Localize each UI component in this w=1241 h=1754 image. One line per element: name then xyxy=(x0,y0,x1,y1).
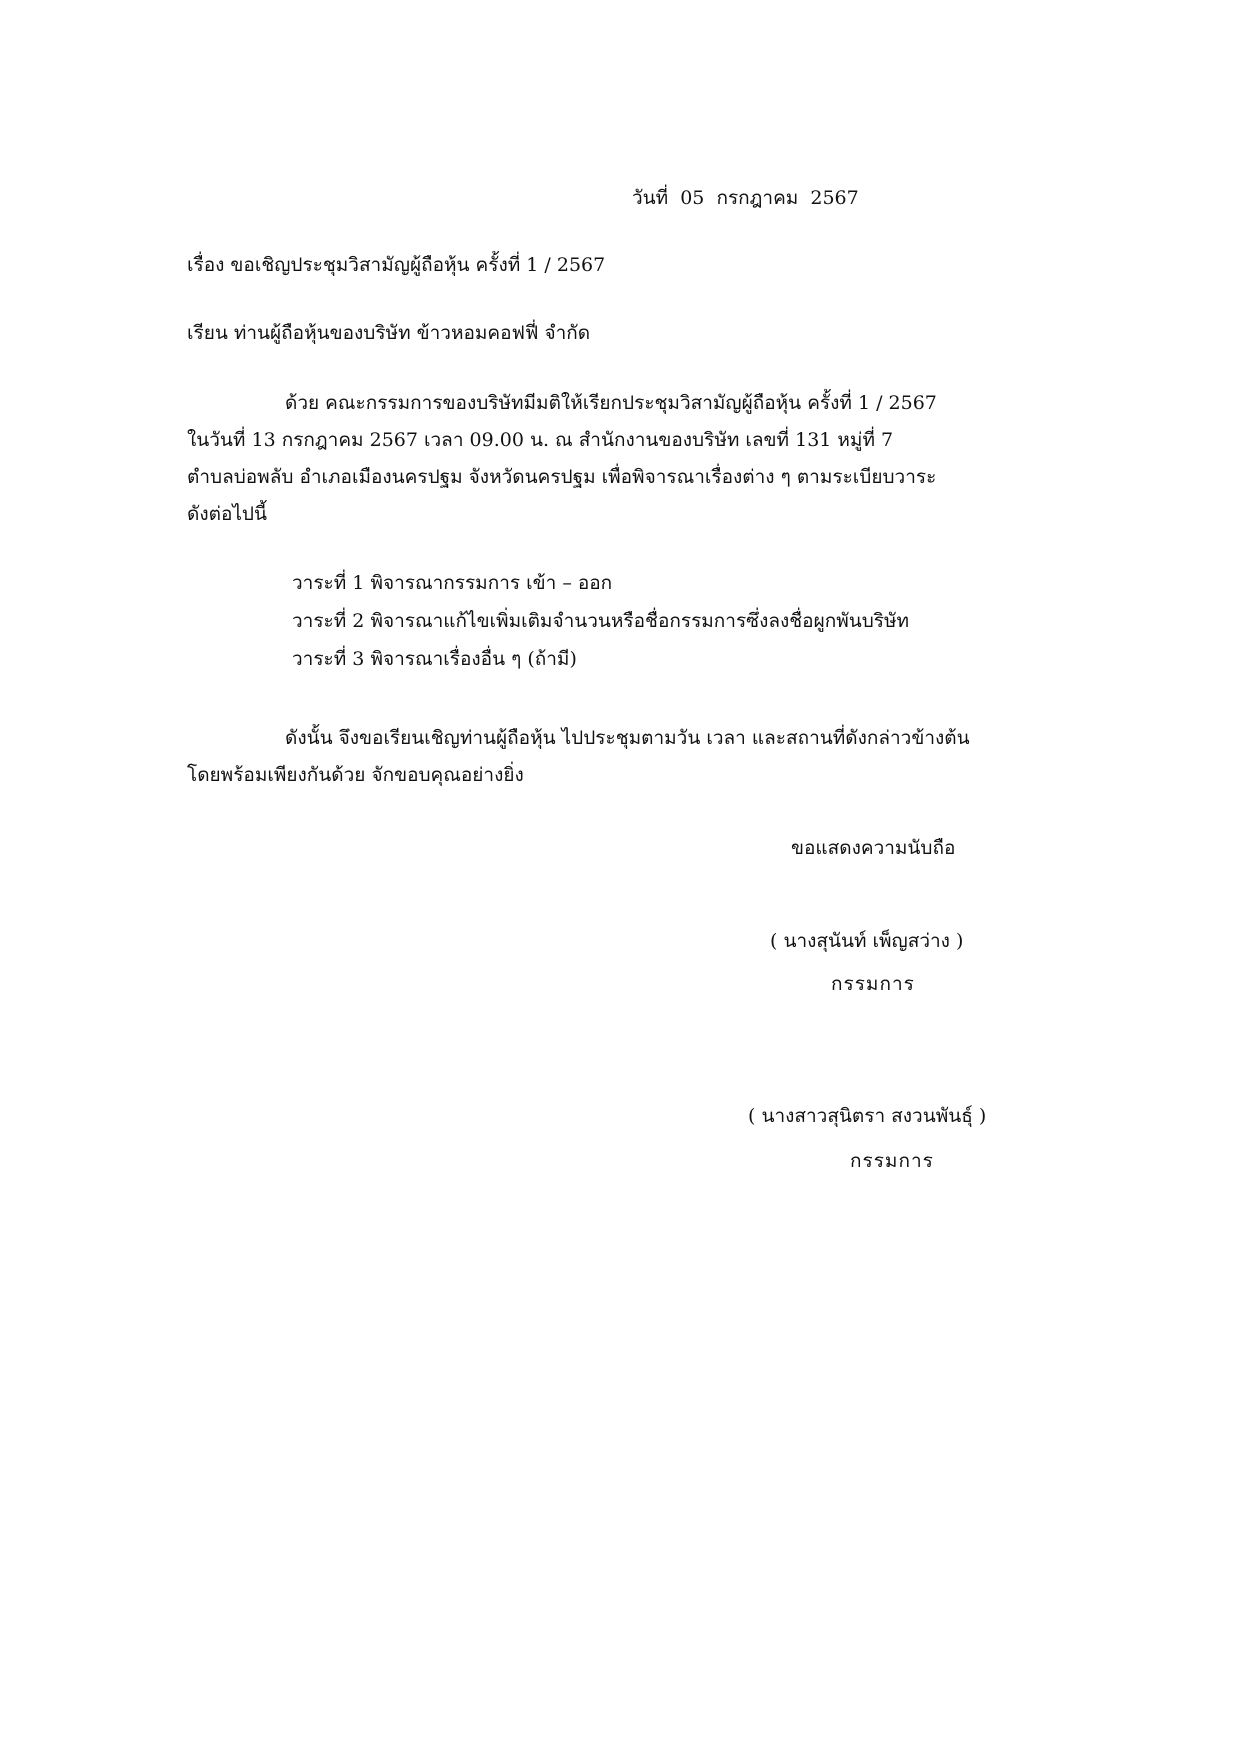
body-paragraph-request xyxy=(187,720,1047,794)
body-line: ตำบลบ่อพลับ อำเภอเมืองนครปฐม จังหวัดนครปฐม เพื่อพิจารณาเรื่องต่าง ๆ ตามระเบียบวาระ xyxy=(187,466,937,488)
signatory-name: ( นางสาวสุนิตรา สงวนพันธุ์ ) xyxy=(748,1105,987,1127)
body-paragraph-invitation xyxy=(187,385,1047,533)
letter-date: วันที่ 05 กรกฎาคม 2567 xyxy=(632,187,859,209)
agenda-item: วาระที่ 3 พิจารณาเรื่องอื่น ๆ (ถ้ามี) xyxy=(292,648,577,670)
letter-recipient: เรียน ท่านผู้ถือหุ้นของบริษัท ข้าวหอมคอฟฟี่ จำกัด xyxy=(187,322,591,344)
signatory-title: กรรมการ xyxy=(831,973,915,995)
body-line: ด้วย คณะกรรมการของบริษัทมีมติให้เรียกประชุมวิสามัญผู้ถือหุ้น ครั้งที่ 1 / 2567 xyxy=(285,392,937,414)
signatory-title: กรรมการ xyxy=(850,1150,934,1172)
body-line: ในวันที่ 13 กรกฎาคม 2567 เวลา 09.00 น. ณ สำนักงานของบริษัท เลขที่ 131 หมู่ที่ 7 xyxy=(187,429,894,451)
letter-subject: เรื่อง ขอเชิญประชุมวิสามัญผู้ถือหุ้น ครั้งที่ 1 / 2567 xyxy=(187,254,606,276)
agenda-item: วาระที่ 2 พิจารณาแก้ไขเพิ่มเติมจำนวนหรือชื่อกรรมการซึ่งลงชื่อผูกพันบริษัท xyxy=(292,610,910,632)
body-line: โดยพร้อมเพียงกันด้วย จักขอบคุณอย่างยิ่ง xyxy=(187,764,524,786)
agenda-list xyxy=(292,564,909,678)
closing-phrase: ขอแสดงความนับถือ xyxy=(791,837,956,859)
signatory-name: ( นางสุนันท์ เพ็ญสว่าง ) xyxy=(770,930,964,952)
agenda-item: วาระที่ 1 พิจารณากรรมการ เข้า – ออก xyxy=(292,572,613,594)
body-line: ดังต่อไปนี้ xyxy=(187,503,267,525)
body-line: ดังนั้น จึงขอเรียนเชิญท่านผู้ถือหุ้น ไปประชุมตามวัน เวลา และสถานที่ดังกล่าวข้างต้น xyxy=(285,727,970,749)
